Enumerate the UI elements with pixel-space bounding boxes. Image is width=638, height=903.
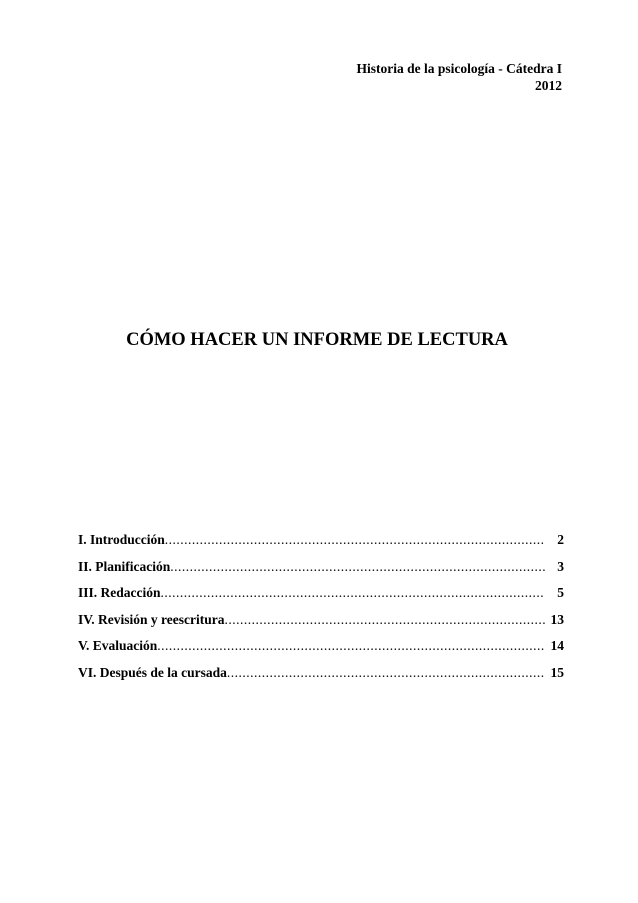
header-year: 2012 xyxy=(535,78,562,93)
toc-entry-page: 2 xyxy=(557,532,564,547)
toc-entry[interactable] xyxy=(78,559,564,586)
toc-entry-label: II. Planificación xyxy=(78,558,171,574)
document-title-text: CÓMO HACER UN INFORME DE LECTURA xyxy=(126,330,508,350)
toc-entry-page: 5 xyxy=(557,585,564,600)
toc-leader-dots xyxy=(170,559,545,575)
toc-leader-dots xyxy=(161,585,546,601)
table-of-contents xyxy=(78,532,564,691)
header-course: Historia de la psicología - Cátedra I xyxy=(356,61,562,76)
toc-entry-page: 15 xyxy=(550,664,564,680)
toc-entry-page: 3 xyxy=(557,558,564,574)
toc-entry[interactable] xyxy=(78,638,564,665)
document-title xyxy=(0,330,638,351)
toc-entry-label: IV. Revisión y reescritura xyxy=(78,611,225,627)
toc-entry[interactable] xyxy=(78,665,564,692)
page-header xyxy=(357,60,563,94)
toc-entry-page: 14 xyxy=(550,638,564,653)
toc-entry[interactable] xyxy=(78,612,564,639)
toc-entry-page: 13 xyxy=(550,611,564,627)
toc-entry[interactable] xyxy=(78,532,564,559)
toc-leader-dots xyxy=(224,612,544,628)
toc-entry-label: V. Evaluación xyxy=(78,638,158,653)
toc-entry[interactable] xyxy=(78,585,564,612)
toc-entry-label: VI. Después de la cursada xyxy=(78,664,227,680)
toc-leader-dots xyxy=(157,638,544,654)
toc-leader-dots xyxy=(227,665,545,681)
toc-entry-label: I. Introducción xyxy=(78,532,165,547)
toc-leader-dots xyxy=(165,532,545,548)
toc-entry-label: III. Redacción xyxy=(78,585,161,600)
